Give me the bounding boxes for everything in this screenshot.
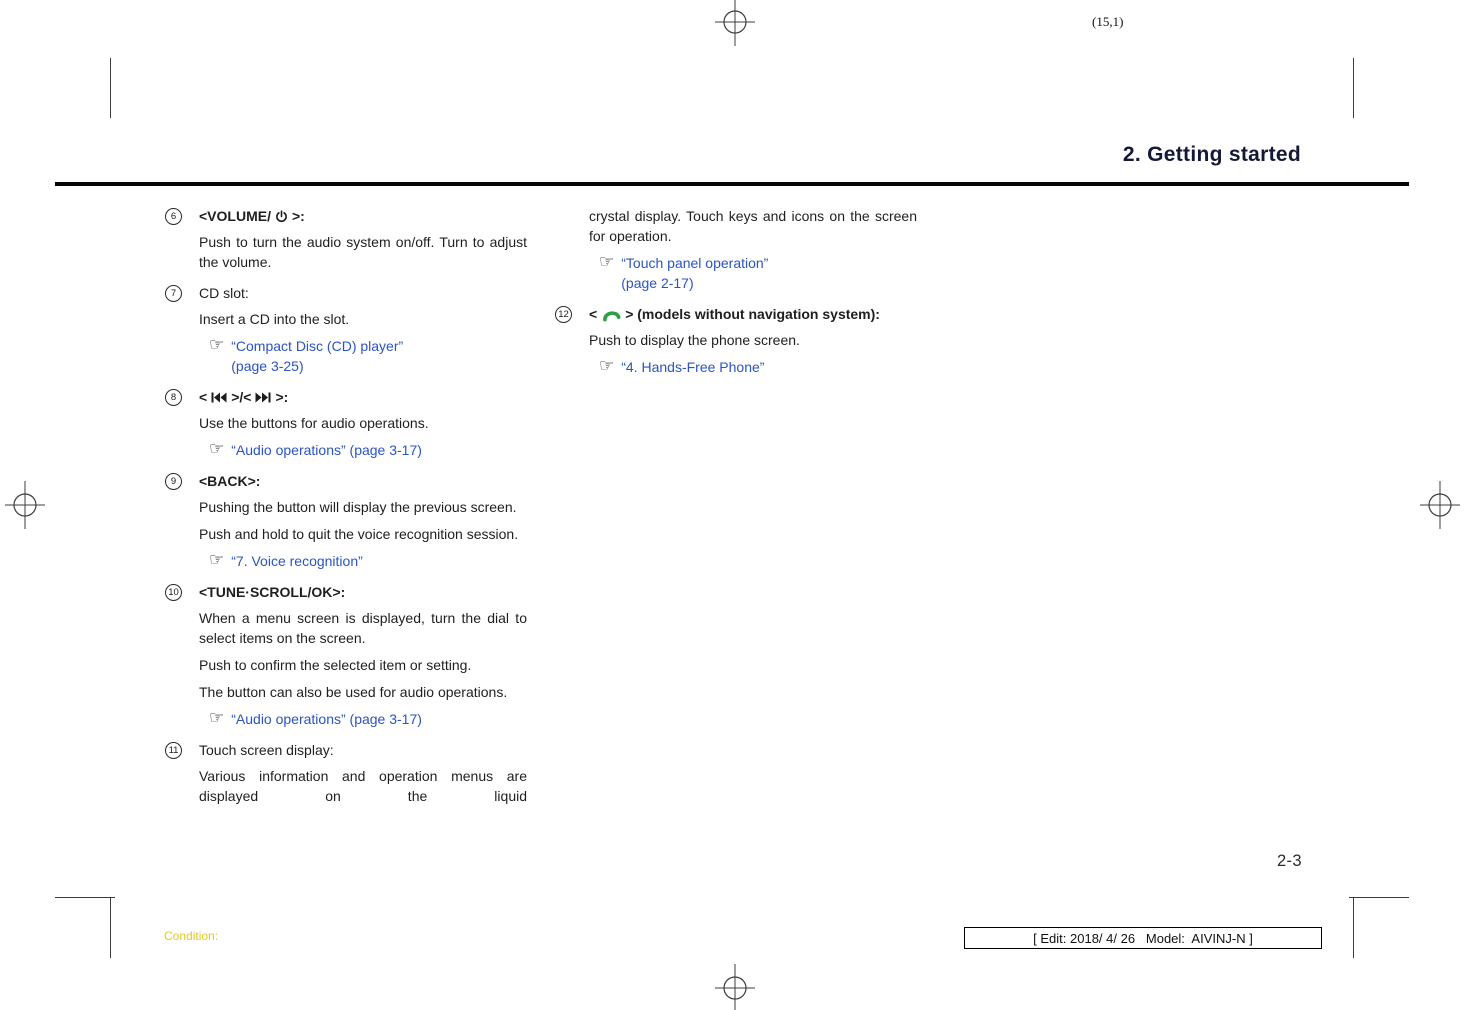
list-item-tune-scroll <box>165 582 527 729</box>
registration-mark-right <box>1418 481 1462 529</box>
heading-text: >: <box>275 389 289 405</box>
item-heading: <TUNE·SCROLL/OK>: <box>199 584 346 600</box>
item-paragraph: Push to display the phone screen. <box>589 332 800 348</box>
crop-mark-top-left <box>110 58 111 118</box>
list-item-touch-screen <box>165 740 527 806</box>
page-number: 2-3 <box>1276 852 1302 870</box>
list-item-touch-screen-continued <box>555 206 917 293</box>
item-number-badge: 7 <box>165 285 182 302</box>
item-paragraph: crystal display. Touch keys and icons on the screen for operation. <box>589 208 917 244</box>
reference-link[interactable] <box>209 551 527 571</box>
reference-link[interactable] <box>209 440 527 460</box>
item-heading <box>199 206 527 226</box>
item-heading <box>589 304 917 324</box>
item-paragraph: Pushing the button will display the previous screen. <box>199 499 517 515</box>
right-column <box>555 206 917 388</box>
reference-text[interactable]: “Touch panel operation” <box>621 255 769 271</box>
item-paragraph: Insert a CD into the slot. <box>199 311 350 327</box>
reference-page[interactable]: (page 3-25) <box>231 358 304 374</box>
list-item-phone-button <box>555 304 917 377</box>
reference-page[interactable]: (page 2-17) <box>621 275 694 291</box>
reference-link[interactable] <box>209 336 527 376</box>
crop-mark-bottom-right-v <box>1353 898 1354 958</box>
pointer-hand-icon: ☞ <box>599 252 615 271</box>
heading-text: > <box>625 306 634 322</box>
previous-track-icon <box>211 392 227 403</box>
power-icon <box>275 210 288 223</box>
item-paragraph: Push to confirm the selected item or setting. <box>199 657 472 673</box>
heading-text: >/< <box>231 389 252 405</box>
item-paragraph: Use the buttons for audio operations. <box>199 415 429 431</box>
crop-mark-bottom-left-h <box>55 897 115 898</box>
item-number-badge: 12 <box>555 306 572 323</box>
item-heading: CD slot: <box>199 285 249 301</box>
pointer-hand-icon: ☞ <box>599 356 615 375</box>
item-number-badge: 6 <box>165 208 182 225</box>
list-item-back-button <box>165 471 527 571</box>
list-item-cd-slot <box>165 283 527 376</box>
heading-text: <VOLUME/ <box>199 208 271 224</box>
registration-mark-top <box>713 0 757 46</box>
registration-mark-left <box>3 481 47 529</box>
crop-mark-top-right <box>1353 58 1354 118</box>
pointer-hand-icon: ☞ <box>209 439 225 458</box>
sheet-label: (15,1) <box>1092 14 1124 29</box>
item-number-badge: 9 <box>165 473 182 490</box>
crop-mark-bottom-right-h <box>1349 897 1409 898</box>
reference-link[interactable] <box>599 357 917 377</box>
item-number-badge: 10 <box>165 584 182 601</box>
item-paragraph: When a menu screen is displayed, turn the dial to select items on the screen. <box>199 610 527 646</box>
phone-icon <box>600 306 622 323</box>
heading-rule <box>55 182 1409 186</box>
list-item-volume <box>165 206 527 272</box>
heading-text: (models without navigation system): <box>637 306 880 322</box>
item-number-badge: 8 <box>165 389 182 406</box>
reference-text[interactable]: “Audio operations” (page 3-17) <box>231 711 422 727</box>
reference-link[interactable] <box>599 253 917 293</box>
list-item-seek-buttons <box>165 387 527 460</box>
reference-link[interactable] <box>209 709 527 729</box>
crop-mark-bottom-left-v <box>110 898 111 958</box>
reference-text[interactable]: “Compact Disc (CD) player” <box>231 338 404 354</box>
item-heading <box>199 387 527 407</box>
item-paragraph: The button can also be used for audio operations. <box>199 684 508 700</box>
pointer-hand-icon: ☞ <box>209 708 225 727</box>
item-heading: Touch screen display: <box>199 742 334 758</box>
next-track-icon <box>255 392 271 403</box>
pointer-hand-icon: ☞ <box>209 335 225 354</box>
item-paragraph: Push and hold to quit the voice recognition session. <box>199 526 519 542</box>
condition-label: Condition: <box>164 929 219 943</box>
registration-mark-bottom <box>713 964 757 1010</box>
item-paragraph: Various information and operation menus are displayed on the liquid <box>199 768 527 804</box>
edit-stamp: [ Edit: 2018/ 4/ 26 Model: AIVINJ-N ] <box>964 927 1322 949</box>
item-heading: <BACK>: <box>199 473 261 489</box>
reference-text[interactable]: “7. Voice recognition” <box>231 553 363 569</box>
reference-text[interactable]: “Audio operations” (page 3-17) <box>231 442 422 458</box>
heading-text: >: <box>291 208 305 224</box>
item-number-badge: 11 <box>165 742 182 759</box>
heading-text: < <box>589 306 598 322</box>
pointer-hand-icon: ☞ <box>209 550 225 569</box>
item-paragraph: Push to turn the audio system on/off. Turn to adjust the volume. <box>199 234 527 270</box>
reference-text[interactable]: “4. Hands-Free Phone” <box>621 359 765 375</box>
left-column <box>165 206 527 817</box>
chapter-title: 2. Getting started <box>1122 143 1301 166</box>
heading-text: < <box>199 389 208 405</box>
